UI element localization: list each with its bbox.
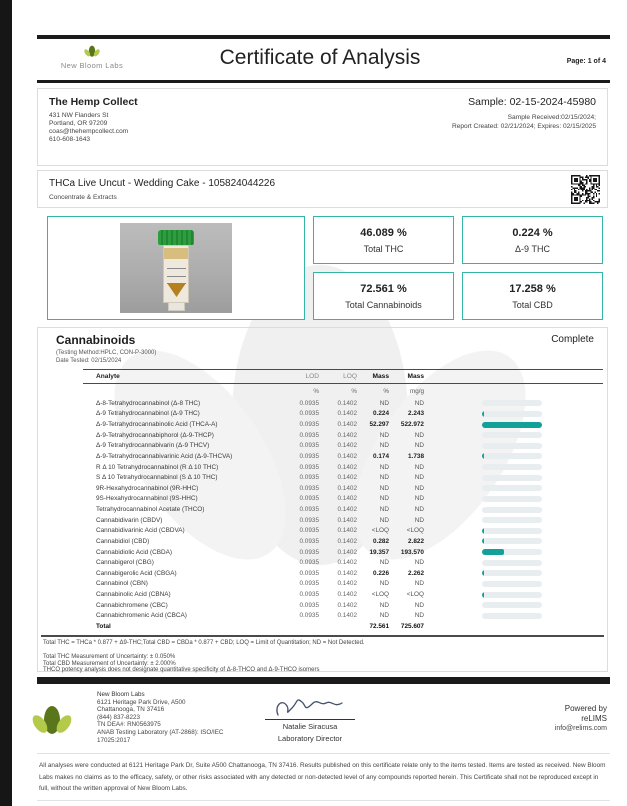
table-row (83, 409, 603, 420)
loq-value: 0.1402 (337, 399, 357, 407)
sample-id: Sample: 02-15-2024-45980 (468, 96, 596, 108)
mass-pct-value: 52.297 (369, 421, 389, 429)
summary-values (313, 216, 603, 320)
total-cannabinoids-label: Total Cannabinoids (345, 299, 422, 310)
document-title: Certificate of Analysis (219, 46, 421, 69)
mass-pct-value: <LOQ (371, 527, 389, 535)
lod-value: 0.0935 (299, 452, 319, 460)
d9-thc-value: 0.224 % (512, 226, 553, 239)
col-mass-mgg: Mass (407, 373, 424, 380)
lod-value: 0.0935 (299, 399, 319, 407)
client-name: The Hemp Collect (49, 96, 138, 108)
table-row (83, 536, 603, 547)
mass-pct-value: ND (379, 601, 389, 609)
scan-edge-strip (0, 0, 12, 806)
mass-bar-track (482, 432, 542, 438)
note-thc-uncertainty: Total THC Measurement of Uncertainty: ± 0.050% (43, 653, 176, 660)
table-row (83, 441, 603, 452)
table-row (83, 526, 603, 537)
mass-bar-track (482, 517, 542, 523)
powered-by-label: Powered by (564, 704, 607, 713)
footer-flower-icon (30, 701, 74, 743)
mass-pct-value: ND (379, 463, 389, 471)
total-thc-box (313, 216, 454, 264)
table-body (83, 398, 603, 621)
table-bottom-rule (41, 635, 604, 637)
top-rule (37, 35, 610, 39)
unit-lod: % (313, 387, 319, 395)
mass-bar-fill (482, 570, 484, 576)
analyte-table (83, 369, 603, 632)
mass-mgg-value: ND (414, 463, 424, 471)
loq-value: 0.1402 (337, 612, 357, 620)
total-cannabinoids-value: 72.561 % (360, 282, 407, 295)
mass-pct-value: 0.282 (373, 537, 389, 545)
product-section (37, 170, 608, 208)
mass-bar-track (482, 570, 542, 576)
mass-bar-track (482, 592, 542, 598)
signature-scribble (272, 694, 348, 719)
powered-by-brand: reLIMS (581, 714, 607, 723)
testing-method: (Testing Method:HPLC, CON-P-3000) (56, 350, 157, 356)
cannabinoids-section (37, 327, 608, 672)
loq-value: 0.1402 (337, 569, 357, 577)
lod-value: 0.0935 (299, 495, 319, 503)
analyte-name: Cannabinol (CBN) (96, 580, 148, 588)
lod-value: 0.0935 (299, 548, 319, 556)
analyte-name: Cannabinolic Acid (CBNA) (96, 591, 171, 599)
signature-line (265, 719, 355, 720)
mass-mgg-value: 2.262 (408, 569, 424, 577)
mass-pct-value: ND (379, 506, 389, 514)
analyte-name: R Δ 10 Tetrahydrocannabinol (R Δ 10 THC) (96, 463, 219, 471)
loq-value: 0.1402 (337, 484, 357, 492)
lod-value: 0.0935 (299, 516, 319, 524)
mass-bar-track (482, 528, 542, 534)
mass-pct-value: ND (379, 431, 389, 439)
mass-pct-value: ND (379, 495, 389, 503)
total-mass-pct: 72.561 (369, 622, 389, 630)
mass-pct-value: 19.357 (369, 548, 389, 556)
table-row (83, 430, 603, 441)
mass-pct-value: ND (379, 612, 389, 620)
table-row (83, 600, 603, 611)
results-section (37, 212, 608, 324)
loq-value: 0.1402 (337, 474, 357, 482)
analyte-name: Δ-8-Tetrahydrocannabinol (Δ-8 THC) (96, 399, 201, 407)
table-row (83, 472, 603, 483)
table-row (83, 494, 603, 505)
lab-city: Chattanooga, TN 37416 (97, 706, 165, 714)
col-loq: LOQ (343, 373, 357, 380)
analyte-name: Δ-9-Tetrahydrocannabinolic Acid (THCA-A) (96, 421, 218, 429)
footer-rule (37, 677, 610, 684)
col-mass-pct: Mass (372, 373, 389, 380)
total-cbd-label: Total CBD (512, 299, 553, 310)
mass-bar-track (482, 475, 542, 481)
analyte-name: 9R-Hexahydrocannabinol (9R-HHC) (96, 484, 199, 492)
loq-value: 0.1402 (337, 591, 357, 599)
disclaimer-divider (37, 753, 610, 754)
table-row (83, 483, 603, 494)
lab-name: New Bloom Labs (97, 691, 145, 698)
lod-value: 0.0935 (299, 580, 319, 588)
unit-mass-mgg: mg/g (410, 387, 424, 395)
mass-bar-track (482, 602, 542, 608)
client-address1: 431 NW Flanders St (49, 112, 109, 119)
total-cbd-value: 17.258 % (509, 282, 556, 295)
mass-bar-track (482, 411, 542, 417)
mass-mgg-value: ND (414, 506, 424, 514)
client-info-section (37, 88, 608, 166)
mass-mgg-value: ND (414, 601, 424, 609)
mass-mgg-value: 2.822 (408, 537, 424, 545)
mass-bar-fill (482, 528, 484, 534)
header-rule (37, 80, 610, 83)
mass-mgg-value: ND (414, 580, 424, 588)
table-row (83, 611, 603, 622)
lod-value: 0.0935 (299, 431, 319, 439)
analyte-name: Cannabichromenic Acid (CBCA) (96, 612, 187, 620)
analyte-name: Cannabidiolic Acid (CBDA) (96, 548, 173, 556)
product-category: Concentrate & Extracts (49, 194, 117, 201)
d9-thc-label: Δ-9 THC (514, 243, 550, 254)
lod-value: 0.0935 (299, 442, 319, 450)
lod-value: 0.0935 (299, 410, 319, 418)
mass-pct-value: 0.226 (373, 569, 389, 577)
loq-value: 0.1402 (337, 580, 357, 588)
loq-value: 0.1402 (337, 537, 357, 545)
product-name: THCa Live Uncut - Wedding Cake - 105824044226 (49, 178, 276, 189)
mass-mgg-value: ND (414, 399, 424, 407)
table-total-row (83, 621, 603, 632)
powered-by-email: info@relims.com (554, 725, 607, 732)
mass-mgg-value: ND (414, 559, 424, 567)
client-phone: 610-608-1643 (49, 136, 91, 143)
lab-address-block (97, 691, 223, 744)
note-thco: THCO potency analysis does not designate quantitative specificity of Δ-8-THCO and Δ-9-THCO isomers (43, 667, 320, 674)
uncertainty-notes (43, 654, 604, 674)
loq-value: 0.1402 (337, 601, 357, 609)
signer-title: Laboratory Director (277, 734, 343, 743)
mass-pct-value: 0.174 (373, 452, 389, 460)
table-row (83, 579, 603, 590)
table-row (83, 504, 603, 515)
analyte-name: Δ-9-Tetrahydrocannabiphorol (Δ-9-THCP) (96, 431, 214, 439)
mass-bar-fill (482, 549, 504, 555)
mass-pct-value: ND (379, 580, 389, 588)
col-analyte: Analyte (96, 373, 120, 380)
mass-pct-value: ND (379, 559, 389, 567)
loq-value: 0.1402 (337, 506, 357, 514)
mass-bar-track (482, 453, 542, 459)
loq-value: 0.1402 (337, 421, 357, 429)
mass-bar-track (482, 485, 542, 491)
table-row (83, 568, 603, 579)
lab-dea: TN DEA#: RN0563975 (97, 721, 161, 729)
flower-icon (83, 44, 101, 60)
table-row (83, 419, 603, 430)
mass-mgg-value: ND (414, 442, 424, 450)
mass-bar-track (482, 464, 542, 470)
lod-value: 0.0935 (299, 463, 319, 471)
analyte-name: Δ-9 Tetrahydrocannabinol (Δ-9 THC) (96, 410, 200, 418)
lod-value: 0.0935 (299, 569, 319, 577)
mass-pct-value: ND (379, 474, 389, 482)
section-status: Complete (551, 334, 594, 345)
mass-bar-track (482, 581, 542, 587)
sample-info (452, 96, 596, 131)
loq-value: 0.1402 (337, 559, 357, 567)
lab-accreditation: ANAB Testing Laboratory (AT-2868): ISO/IEC (97, 728, 224, 736)
lab-phone: (844) 837-8223 (97, 713, 141, 721)
date-tested: Date Tested: 02/15/2024 (56, 358, 122, 364)
client-email: coas@thehempcollect.com (49, 128, 129, 135)
analyte-name: 9S-Hexahydrocannabinol (9S-HHC) (96, 495, 198, 503)
bottom-divider (37, 800, 610, 801)
table-header (83, 369, 603, 384)
analyte-name: Cannabidiol (CBD) (96, 537, 150, 545)
total-cannabinoids-box (313, 272, 454, 320)
mass-bar-track (482, 443, 542, 449)
mass-mgg-value: ND (414, 474, 424, 482)
loq-value: 0.1402 (337, 516, 357, 524)
mass-pct-value: ND (379, 516, 389, 524)
vial-body (163, 245, 189, 303)
mass-bar-fill (482, 538, 484, 544)
analyte-name: Cannabigerol (CBG) (96, 559, 154, 567)
loq-value: 0.1402 (337, 452, 357, 460)
total-thc-label: Total THC (363, 243, 404, 254)
lod-value: 0.0935 (299, 612, 319, 620)
total-cbd-box (462, 272, 603, 320)
total-label: Total (96, 622, 111, 630)
mass-bar-fill (482, 592, 484, 598)
analyte-name: Cannabigerolic Acid (CBGA) (96, 569, 177, 577)
table-units-row (83, 384, 603, 398)
vial-cap (158, 230, 194, 245)
lod-value: 0.0935 (299, 527, 319, 535)
mass-mgg-value: ND (414, 612, 424, 620)
mass-bar-fill (482, 422, 542, 428)
mass-bar-fill (482, 411, 484, 417)
sample-photo-frame (47, 216, 305, 320)
loq-value: 0.1402 (337, 410, 357, 418)
mass-bar-fill (482, 453, 484, 459)
signer-name: Natalie Siracusa (282, 722, 338, 731)
analyte-name: Cannabidivarinic Acid (CBDVA) (96, 527, 185, 535)
mass-bar-track (482, 400, 542, 406)
mass-pct-value: <LOQ (371, 591, 389, 599)
table-row (83, 451, 603, 462)
page-number: Page: 1 of 4 (566, 58, 606, 65)
unit-mass-pct: % (383, 387, 389, 395)
lab-street: 6121 Heritage Park Drive, A500 (97, 698, 186, 706)
mass-bar-track (482, 613, 542, 619)
mass-mgg-value: ND (414, 516, 424, 524)
total-thc-value: 46.089 % (360, 226, 407, 239)
client-address2: Portland, OR 97209 (49, 120, 108, 127)
mass-pct-value: 0.224 (373, 410, 389, 418)
table-row (83, 589, 603, 600)
analyte-name: Δ-9-Tetrahydrocannabivarinic Acid (Δ-9-THCVA) (96, 452, 233, 460)
loq-value: 0.1402 (337, 463, 357, 471)
lod-value: 0.0935 (299, 601, 319, 609)
mass-mgg-value: 2.243 (408, 410, 424, 418)
lod-value: 0.0935 (299, 421, 319, 429)
sample-received: Sample Received:02/15/2024; (507, 114, 596, 121)
unit-loq: % (351, 387, 357, 395)
mass-bar-track (482, 538, 542, 544)
lod-value: 0.0935 (299, 474, 319, 482)
signature-block (242, 694, 378, 743)
mass-bar-track (482, 560, 542, 566)
table-row (83, 557, 603, 568)
mass-pct-value: ND (379, 442, 389, 450)
mass-bar-track (482, 549, 542, 555)
disclaimer-text: All analyses were conducted at 6121 Heritage Park Dr, Suite A500 Chattanooga, TN 37416. Results published on this certificate relate only to the items tested. Items are tested as received. New Bloom Labs makes no claims as to the efficacy, safety, or other risks associated with any detected or non-detected level of any compounds reported herein. This Certificate shall not be reproduced except in full, without the written approval of New Bloom Labs. (39, 762, 606, 792)
total-mass-mgg: 725.607 (400, 622, 424, 630)
table-row (83, 462, 603, 473)
loq-value: 0.1402 (337, 548, 357, 556)
table-row (83, 547, 603, 558)
loq-value: 0.1402 (337, 495, 357, 503)
analyte-name: Cannabichromene (CBC) (96, 601, 168, 609)
section-title: Cannabinoids (56, 333, 136, 347)
mass-bar-track (482, 507, 542, 513)
powered-by-block (555, 704, 607, 734)
analyte-name: S Δ 10 Tetrahydrocannabinol (S Δ 10 THC) (96, 474, 218, 482)
calculation-footnote: Total THC = THCa * 0.877 + Δ9-THC;Total CBD = CBDa * 0.877 + CBD; LOQ = Limit of Quantitation; ND = Not Detected. (43, 639, 365, 646)
loq-value: 0.1402 (337, 442, 357, 450)
qr-code (571, 175, 600, 204)
d9-thc-box (462, 216, 603, 264)
lab-logo-text: New Bloom Labs (60, 61, 124, 70)
lab-logo (52, 44, 132, 70)
loq-value: 0.1402 (337, 527, 357, 535)
table-row (83, 515, 603, 526)
mass-mgg-value: ND (414, 495, 424, 503)
mass-mgg-value: ND (414, 431, 424, 439)
loq-value: 0.1402 (337, 431, 357, 439)
lod-value: 0.0935 (299, 559, 319, 567)
mass-mgg-value: 193.570 (400, 548, 424, 556)
col-lod: LOD (305, 373, 319, 380)
mass-mgg-value: <LOQ (406, 591, 424, 599)
lod-value: 0.0935 (299, 506, 319, 514)
note-cbd-uncertainty: Total CBD Measurement of Uncertainty: ± 2.000% (43, 660, 176, 667)
mass-pct-value: ND (379, 399, 389, 407)
analyte-name: Tetrahydrocannabinol Acetate (THCO) (96, 506, 205, 514)
mass-bar-track (482, 496, 542, 502)
lod-value: 0.0935 (299, 537, 319, 545)
lod-value: 0.0935 (299, 484, 319, 492)
mass-pct-value: ND (379, 484, 389, 492)
lab-iso: 17025:2017 (97, 736, 131, 744)
table-row (83, 398, 603, 409)
report-dates: Report Created: 02/21/2024; Expires: 02/15/2025 (451, 123, 596, 130)
lod-value: 0.0935 (299, 591, 319, 599)
sample-photo (120, 223, 232, 313)
analyte-name: Δ-9 Tetrahydrocannabivarin (Δ-9 THCV) (96, 442, 210, 450)
mass-mgg-value: 1.738 (408, 452, 424, 460)
mass-mgg-value: ND (414, 484, 424, 492)
mass-mgg-value: <LOQ (406, 527, 424, 535)
mass-mgg-value: 522.972 (400, 421, 424, 429)
mass-bar-track (482, 422, 542, 428)
analyte-name: Cannabidivarin (CBDV) (96, 516, 163, 524)
page-content (30, 0, 610, 806)
